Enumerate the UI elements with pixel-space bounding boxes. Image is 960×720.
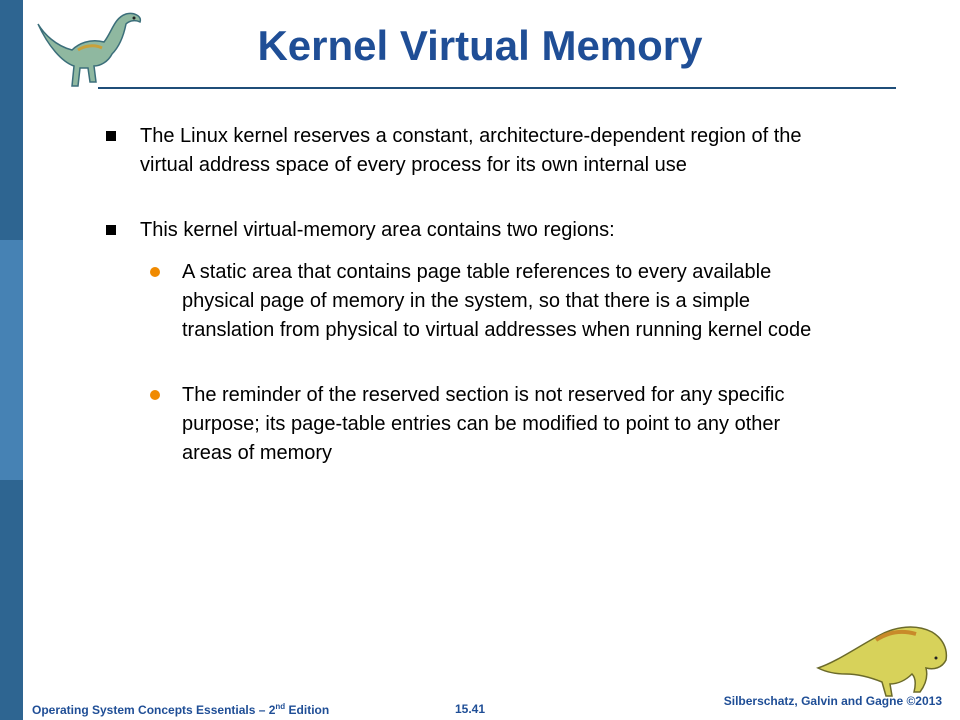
footer-copyright: Silberschatz, Galvin and Gagne ©2013 (723, 694, 942, 708)
footer (0, 680, 960, 720)
bullet-item (106, 216, 806, 245)
subbullet-item (150, 258, 830, 345)
footer-page-number: 15.41 (455, 702, 486, 716)
slide-title: Kernel Virtual Memory (257, 22, 703, 69)
title-divider (98, 87, 896, 89)
bullet-text: The Linux kernel reserves a constant, architecture-dependent region of the virtual address space of every process for its own internal use (140, 125, 802, 176)
bullet-item (106, 122, 806, 180)
sidebar-band-middle (0, 240, 23, 480)
bullet-text: This kernel virtual-memory area contains two regions: (140, 219, 615, 241)
square-bullet-icon (106, 225, 116, 235)
square-bullet-icon (106, 131, 116, 141)
footer-book-title: Operating System Concepts Essentials – 2nd Edition (32, 702, 330, 717)
subbullet-item (150, 381, 830, 468)
left-sidebar (0, 0, 23, 720)
round-bullet-icon (150, 267, 160, 277)
round-bullet-icon (150, 390, 160, 400)
subbullet-text: The reminder of the reserved section is not reserved for any specific purpose; its page-table entries can be modified to point to any other areas of memory (182, 384, 785, 464)
subbullet-text: A static area that contains page table references to every available physical page of memory in the system, so that there is a simple translation from physical to virtual addresses when running kernel code (182, 261, 812, 341)
